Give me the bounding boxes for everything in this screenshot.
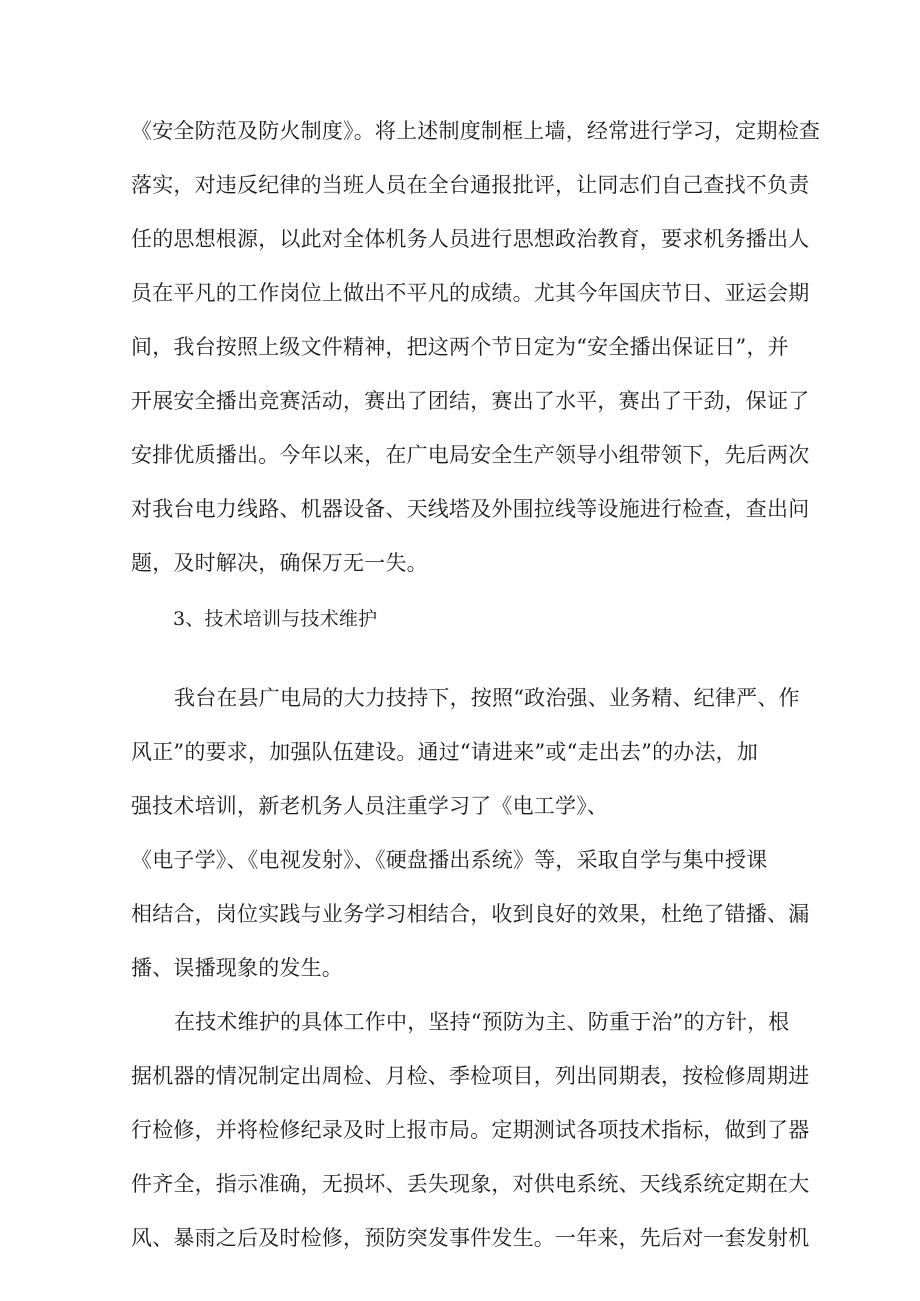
text-line: 安排优质播出。今年以来，在广电局安全生产领导小组带领下，先后两次 xyxy=(131,443,810,467)
text-line: 间，我台按照上级文件精神，把这两个节日定为“安全播出保证日”，并 xyxy=(131,335,789,359)
text-line: 对我台电力线路、机器设备、天线塔及外围拉线等设施进行检查，查出问 xyxy=(131,497,810,521)
section-heading: 3、技术培训与技术维护 xyxy=(173,608,378,630)
text-line: 在技术维护的具体工作中，坚持“预防为主、防重于治”的方针，根 xyxy=(174,1010,790,1034)
text-line: 风、暴雨之后及时检修，预防突发事件发生。一年来，先后对一套发射机 xyxy=(131,1226,810,1250)
text-line: 行检修，并将检修纪录及时上报市局。定期测试各项技术指标，做到了器 xyxy=(131,1118,810,1142)
text-line: 员在平凡的工作岗位上做出不平凡的成绩。尤其今年国庆节日、亚运会期 xyxy=(131,281,810,305)
text-line: 落实，对违反纪律的当班人员在全台通报批评，让同志们自己查找不负责 xyxy=(131,173,810,197)
text-line: 开展安全播出竞赛活动，赛出了团结，赛出了水平，赛出了干劲，保证了 xyxy=(131,389,810,413)
text-line: 我台在县广电局的大力技持下，按照“政治强、业务精、纪律严、作 xyxy=(174,686,800,710)
text-line: 据机器的情况制定出周检、月检、季检项目，列出同期表，按检修周期进 xyxy=(131,1064,810,1088)
text-line: 《电子学》、《电视发射》、《硬盘播出系统》等，采取自学与集中授课 xyxy=(131,848,768,872)
text-line: 任的思想根源，以此对全体机务人员进行思想政治教育，要求机务播出人 xyxy=(131,227,810,251)
text-line: 件齐全，指示准确，无损坏、丢失现象，对供电系统、天线系统定期在大 xyxy=(131,1172,810,1196)
text-line: 风正”的要求，加强队伍建设。通过“请进来”或“走出去”的办法，加 xyxy=(131,740,759,764)
text-line: 相结合，岗位实践与业务学习相结合，收到良好的效果，杜绝了错播、漏 xyxy=(131,902,810,926)
text-line: 强技术培训，新老机务人员注重学习了《电工学》、 xyxy=(131,794,609,818)
text-line: 《安全防范及防火制度》。将上述制度制框上墙，经常进行学习，定期检查 xyxy=(131,119,821,143)
text-line: 题，及时解决，确保万无一失。 xyxy=(131,551,428,575)
text-line: 播、误播现象的发生。 xyxy=(131,956,343,980)
